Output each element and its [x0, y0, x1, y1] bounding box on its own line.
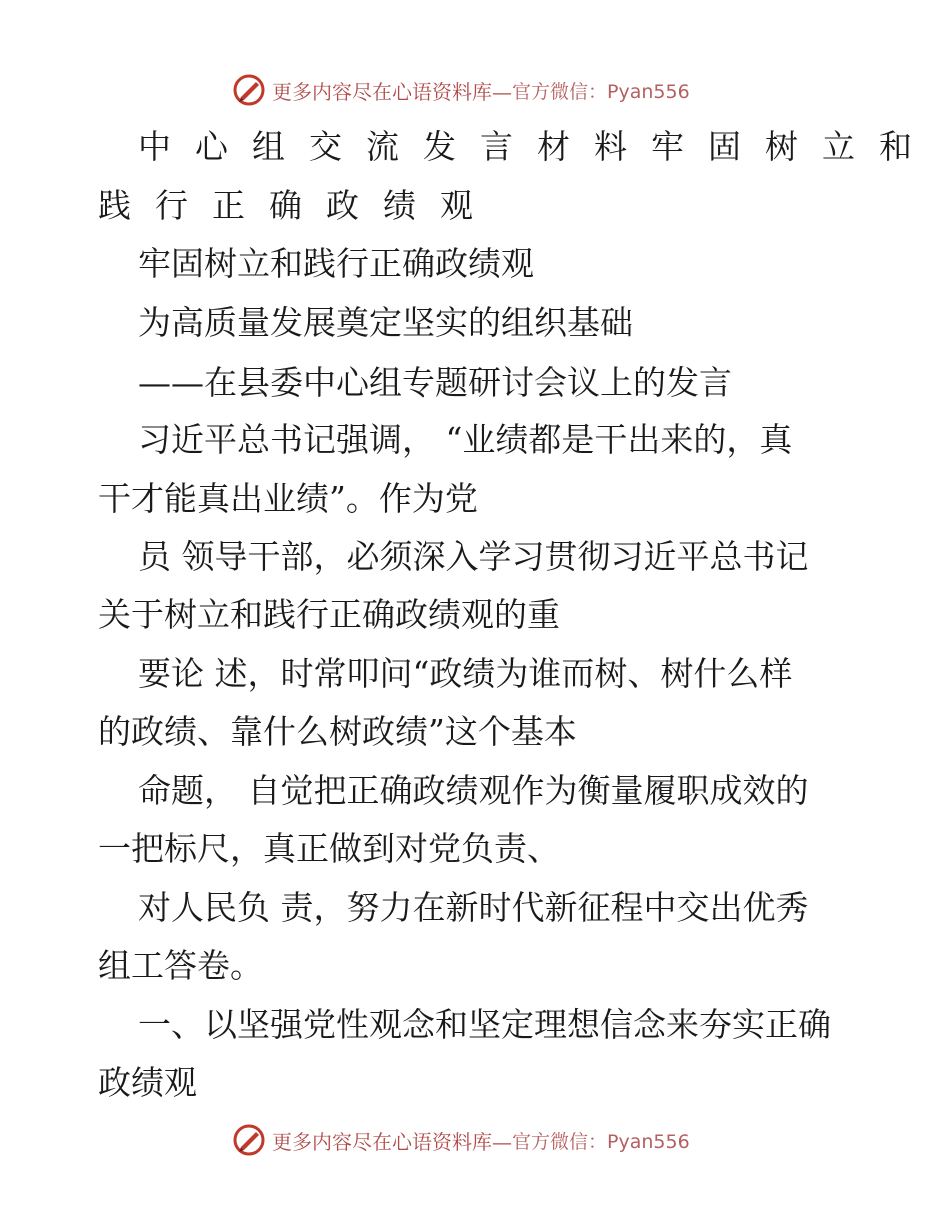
subtitle-line-2: 为高质量发展奠定坚实的组织基础 — [138, 303, 633, 342]
body-line-7: 命题， 自觉把正确政绩观作为衡量履职成效的 — [138, 771, 809, 810]
subtitle-line-1: 牢固树立和践行正确政绩观 — [138, 244, 534, 283]
body-line-1: 习近平总书记强调， “业绩都是干出来的，真 — [138, 420, 793, 459]
subtitle-line-3: ——在县委中心组专题研讨会议上的发言 — [138, 363, 732, 402]
body-line-10: 组工答卷。 — [98, 946, 263, 985]
body-line-8: 一把标尺，真正做到对党负责、 — [98, 829, 560, 868]
pen-logo-icon — [232, 73, 266, 107]
document-title-line-2: 践行正确政绩观 — [98, 186, 497, 225]
watermark-slogan: 更多内容尽在心语资料库— — [272, 79, 512, 104]
pen-logo-icon — [232, 1123, 266, 1157]
body-line-6: 的政绩、靠什么树政绩”这个基本 — [98, 712, 577, 751]
section-heading-line-1: 一、以坚强党性观念和坚定理想信念来夯实正确 — [138, 1005, 831, 1044]
section-heading-line-2: 政绩观 — [98, 1063, 197, 1102]
body-line-3: 员 领导干部，必须深入学习贯彻习近平总书记 — [138, 537, 809, 576]
watermark-banner-bottom — [232, 1122, 690, 1158]
body-line-2: 干才能真出业绩”。作为党 — [98, 479, 478, 518]
body-line-9: 对人民负 责，努力在新时代新征程中交出优秀 — [138, 888, 809, 927]
watermark-wechat: 官方微信：Pyan556 — [512, 80, 690, 103]
watermark-wechat: 官方微信：Pyan556 — [512, 1130, 690, 1153]
body-line-5: 要论 述，时常叩问“政绩为谁而树、树什么样 — [138, 654, 793, 693]
body-line-4: 关于树立和践行正确政绩观的重 — [98, 595, 560, 634]
watermark-banner-top — [232, 72, 690, 108]
watermark-slogan: 更多内容尽在心语资料库— — [272, 1129, 512, 1154]
document-title-line-1: 中心组交流发言材料牢固树立和 — [138, 127, 936, 166]
